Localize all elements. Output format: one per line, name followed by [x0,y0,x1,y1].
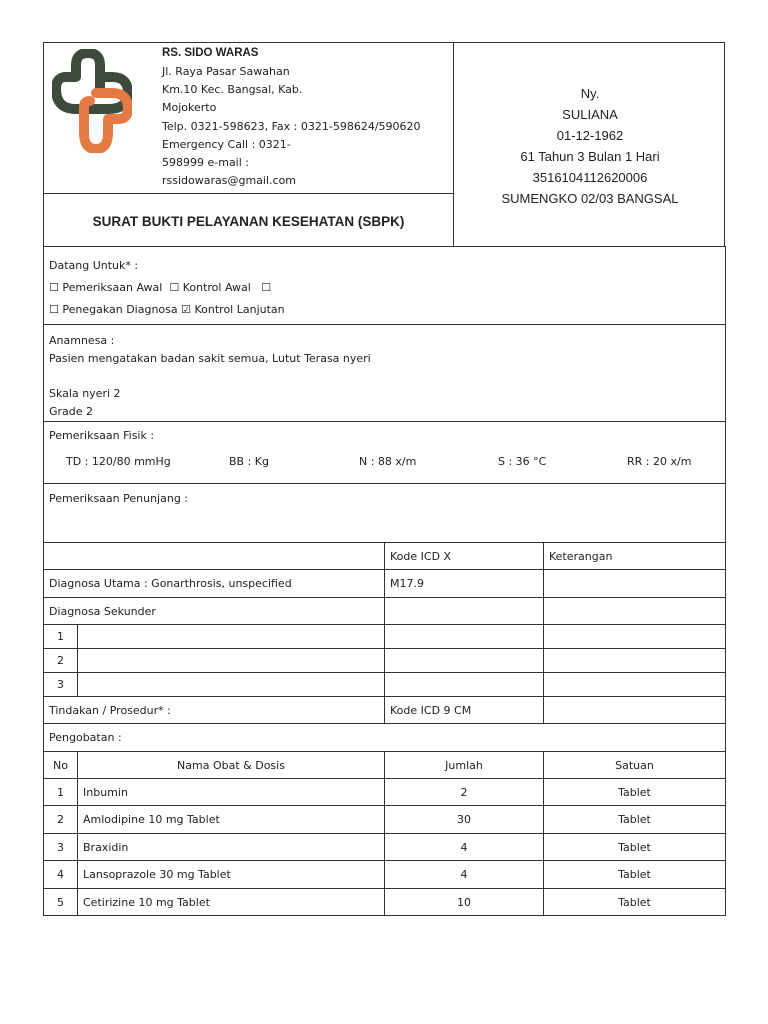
patient-salutation: Ny. [580,86,600,101]
med-qty-header: Jumlah [385,752,544,779]
medication-row [44,779,726,806]
primary-diagnosis: Diagnosa Utama : Gonarthrosis, unspecified [44,570,385,598]
medication-header-row [44,752,726,779]
medication-row [44,834,726,861]
patient-name: SULIANA [562,107,618,122]
hospital-address-line: Mojokerto [162,101,217,114]
temperature: S : 36 °C [498,455,547,468]
secondary-diagnosis-item [44,625,726,649]
med-qty: 4 [385,834,544,861]
icd-x-header: Kode ICD X [385,543,544,570]
med-unit-header: Satuan [544,752,726,779]
primary-diagnosis-row [44,570,726,598]
med-name-header: Nama Obat & Dosis [78,752,385,779]
pulse: N : 88 x/m [359,455,417,468]
med-name: Braxidin [78,834,385,861]
hospital-emergency: Emergency Call : 0321- [162,138,291,151]
visit-options-line1: ☐ Pemeriksaan Awal ☐ Kontrol Awal ☐ [49,281,272,294]
physical-exam-label: Pemeriksaan Fisik : [49,429,155,442]
visit-purpose-row [44,247,726,325]
respiratory-rate: RR : 20 x/m [627,455,692,468]
med-no-header: No [44,752,78,779]
pain-grade: Grade 2 [49,405,94,418]
hospital-phone: Telp. 0321-598623, Fax : 0321-598624/590620 [162,120,421,133]
anamnesa-row [44,325,726,422]
procedure-label: Tindakan / Prosedur* : [44,697,385,724]
document-title: SURAT BUKTI PELAYANAN KESEHATAN (SBPK) [92,214,405,229]
note-header: Keterangan [544,543,726,570]
med-qty: 4 [385,861,544,889]
med-no: 3 [44,834,78,861]
anamnesa-label: Anamnesa : [49,334,115,347]
patient-dob: 01-12-1962 [556,128,624,143]
anamnesa-text: Pasien mengatakan badan sakit semua, Lutut Terasa nyeri [49,352,371,365]
med-no: 5 [44,889,78,916]
hospital-address-line: Jl. Raya Pasar Sawahan [162,65,290,78]
hospital-header [43,42,454,194]
blood-pressure: TD : 120/80 mmHg [66,455,171,468]
title-box [43,193,454,247]
procedure-code-label: Kode ICD 9 CM [385,697,544,724]
primary-diagnosis-code: M17.9 [385,570,544,598]
med-qty: 10 [385,889,544,916]
medication-label: Pengobatan : [44,724,726,752]
secondary-diagnosis-item [44,673,726,697]
procedure-row [44,697,726,724]
med-unit: Tablet [544,779,726,806]
med-name: Inbumin [78,779,385,806]
secondary-diagnosis-no: 2 [44,649,78,673]
med-no: 1 [44,779,78,806]
body-weight: BB : Kg [229,455,269,468]
supporting-exam-row [44,484,726,543]
med-name: Cetirizine 10 mg Tablet [78,889,385,916]
med-unit: Tablet [544,834,726,861]
patient-identity [453,42,725,247]
med-name: Lansoprazole 30 mg Tablet [78,861,385,889]
med-no: 4 [44,861,78,889]
secondary-diagnosis-no: 1 [44,625,78,649]
physical-exam-row [44,422,726,484]
diagnosis-header-row [44,543,726,570]
visit-options-line2: ☐ Penegakan Diagnosa ☑ Kontrol Lanjutan [49,303,285,316]
hospital-address-line: Km.10 Kec. Bangsal, Kab. [162,83,303,96]
medication-row [44,889,726,916]
hospital-name: RS. SIDO WARAS [162,47,259,59]
hospital-emergency-cont: 598999 e-mail : [162,156,249,169]
pain-scale: Skala nyeri 2 [49,387,121,400]
secondary-diagnosis-label: Diagnosa Sekunder [44,598,385,625]
med-qty: 30 [385,806,544,834]
supporting-exam-label: Pemeriksaan Penunjang : [49,492,188,505]
med-qty: 2 [385,779,544,806]
visit-purpose-label: Datang Untuk* : [49,259,139,272]
primary-diagnosis-note [544,570,726,598]
secondary-diagnosis-no: 3 [44,673,78,697]
patient-id-number: 3516104112620006 [532,170,648,185]
sbpk-table [43,246,726,916]
medication-row [44,861,726,889]
patient-age: 61 Tahun 3 Bulan 1 Hari [520,149,660,164]
med-name: Amlodipine 10 mg Tablet [78,806,385,834]
hospital-logo-icon [52,49,132,153]
medication-row [44,806,726,834]
med-no: 2 [44,806,78,834]
med-unit: Tablet [544,889,726,916]
med-unit: Tablet [544,861,726,889]
med-unit: Tablet [544,806,726,834]
secondary-diagnosis-row [44,598,726,625]
medication-label-row [44,724,726,752]
hospital-email: rssidowaras@gmail.com [162,174,297,187]
secondary-diagnosis-item [44,649,726,673]
patient-address: SUMENGKO 02/03 BANGSAL [501,191,679,206]
